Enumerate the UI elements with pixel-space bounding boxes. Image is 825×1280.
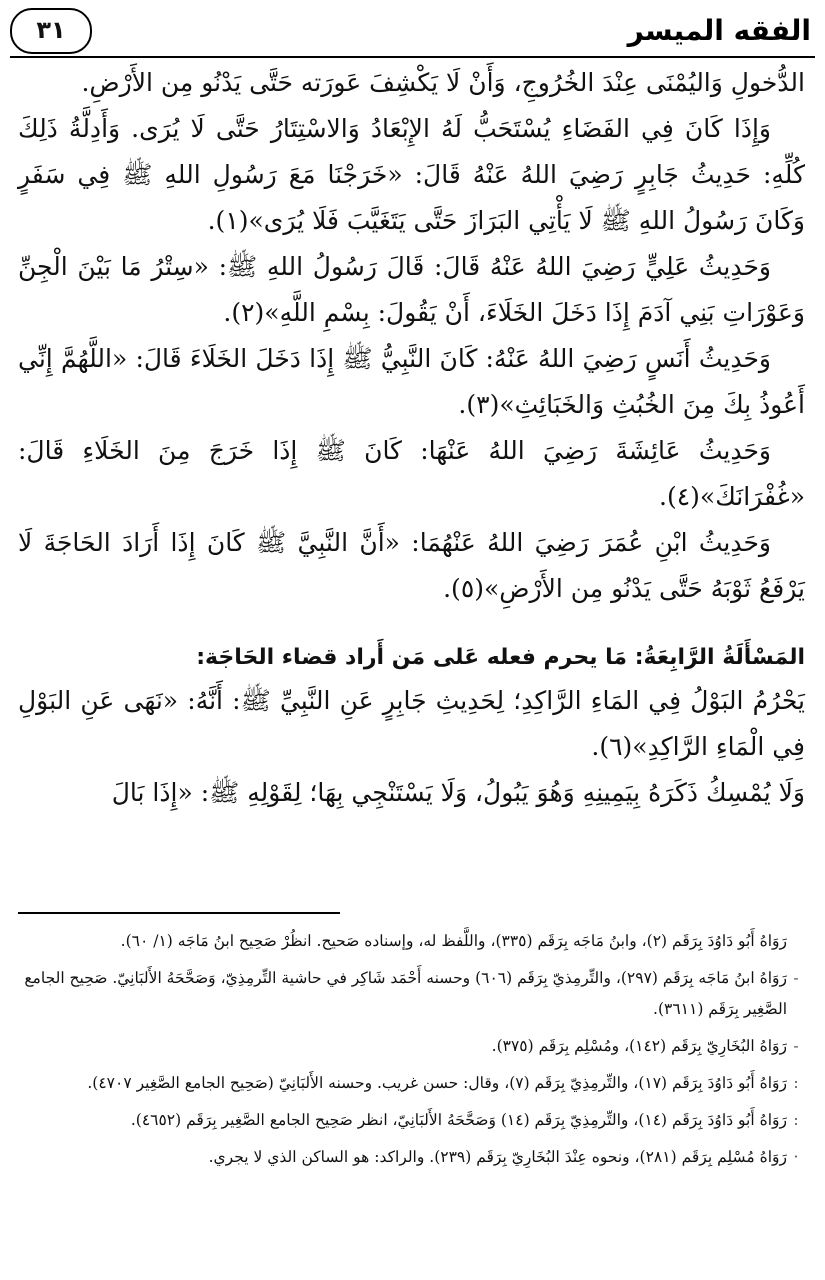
footnote-bullet: : bbox=[793, 1074, 799, 1092]
footnote-text: رَوَاهُ ابنُ مَاجَه بِرَقَم (٢٩٧)، والتِّرمِذيّ بِرَقَم (٦٠٦) وحسنه أَحْمَد شَاكِر في حاشية التِّرمِذِيّ، وَصَحَّحَهُ الأَلبَانِيّ. صَحِيح الجامع الصَّغِير بِرَقَم (٣٦١١). bbox=[24, 969, 787, 1018]
footnote bbox=[18, 1142, 805, 1173]
header-divider bbox=[10, 56, 815, 58]
paragraph: وَإِذَا كَانَ فِي الفَضَاءِ يُسْتَحَبُّ لَهُ الإِبْعَادُ وَالاسْتِتَارُ حَتَّى لَا يُرَى. وَأَدِلَّةُ ذَلِكَ كُلِّهِ: حَدِيثُ جَابِرٍ رَضِيَ اللهُ عَنْهُ قَالَ: «خَرَجْنَا مَعَ رَسُولِ اللهِ ﷺ فِي سَفَرٍ وَكَانَ رَسُولُ اللهِ ﷺ لَا يَأْتِي البَرَازَ حَتَّى يَتَغَيَّبَ فَلَا يُرَى»(١). bbox=[18, 114, 805, 235]
page-header bbox=[10, 8, 811, 54]
footnote-bullet: - bbox=[793, 1037, 799, 1055]
footnote bbox=[18, 1031, 805, 1062]
main-text bbox=[18, 60, 805, 816]
footnotes bbox=[18, 926, 805, 1179]
footnote-divider bbox=[18, 912, 340, 914]
paragraph: وَحَدِيثُ ابْنِ عُمَرَ رَضِيَ اللهُ عَنْهُمَا: «أَنَّ النَّبِيَّ ﷺ كَانَ إِذَا أَرَادَ الحَاجَةَ لَا يَرْفَعُ ثَوْبَهُ حَتَّى يَدْنُو مِن الأَرْضِ»(٥). bbox=[18, 528, 805, 603]
section-heading: المَسْأَلَةُ الرَّابِعَةُ: مَا يحرم فعله عَلى مَن أَراد قضاء الحَاجَة: bbox=[196, 645, 805, 670]
footnote-bullet: : bbox=[793, 1111, 799, 1129]
footnote bbox=[18, 963, 805, 1025]
footnote-text: رَوَاهُ أَبُو دَاوُدَ بِرَقَم (١٧)، والتِّرمِذِيّ بِرَقَم (٧)، وقال: حسن غريب. وحسنه الأَلبَانِيّ (صَحِيح الجامع الصَّغِير ٤٧٠٧). bbox=[87, 1074, 787, 1092]
paragraph: وَحَدِيثُ عَلِيٍّ رَضِيَ اللهُ عَنْهُ قَالَ: قَالَ رَسُولُ اللهِ ﷺ: «سِتْرُ مَا بَيْنَ الْجِنِّ وَعَوْرَاتِ بَنِي آدَمَ إِذَا دَخَلَ الخَلَاءَ، أَنْ يَقُولَ: بِسْمِ اللَّهِ»(٢). bbox=[18, 252, 805, 327]
footnote-text: رَوَاهُ أَبُو دَاوُدَ بِرَقَم (٢)، وابنُ مَاجَه بِرَقَم (٣٣٥)، واللَّفظ له، وإسناده صَحيح. انظُرْ صَحِيح ابنُ مَاجَه (١/ ٦٠). bbox=[120, 932, 787, 950]
footnote bbox=[18, 1068, 805, 1099]
paragraph: يَحْرُمُ البَوْلُ فِي المَاءِ الرَّاكِدِ؛ لِحَدِيثِ جَابِرٍ عَنِ النَّبِيِّ ﷺ: أَنَّهُ: «نَهَى عَنِ البَوْلِ فِي الْمَاءِ الرَّاكِدِ»(٦). bbox=[18, 686, 805, 761]
footnote-text: رَوَاهُ البُخَارِيّ بِرَقَم (١٤٢)، ومُسْلِم بِرَقَم (٣٧٥). bbox=[491, 1037, 787, 1055]
paragraph: الدُّخولِ وَاليُمْنَى عِنْدَ الخُرُوجِ، وَأَنْ لَا يَكْشِفَ عَورَته حَتَّى يَدْنُو مِن الأَرْضِ. bbox=[81, 68, 805, 97]
footnote-bullet: - bbox=[793, 969, 799, 987]
paragraph: وَحَدِيثُ عَائِشَةَ رَضِيَ اللهُ عَنْهَا: كَانَ ﷺ إِذَا خَرَجَ مِنَ الخَلَاءِ قَالَ: «غُفْرَانَكَ»(٤). bbox=[18, 436, 805, 511]
footnote-text: رَوَاهُ أَبُو دَاوُدَ بِرَقَم (١٤)، والتِّرمِذِيّ بِرَقَم (١٤) وَصَحَّحَهُ الأَلبَانِيّ، انظر صَحِيح الجامع الصَّغِير بِرَقَم (٤٦٥٢). bbox=[130, 1111, 787, 1129]
footnote-bullet: · bbox=[793, 1148, 799, 1166]
page-number-badge: ٣١ bbox=[10, 8, 92, 54]
paragraph: وَلَا يُمْسِكُ ذَكَرَهُ بِيَمِينِهِ وَهُوَ يَبُولُ، وَلَا يَسْتَنْجِي بِهَا؛ لِقَوْلِهِ ﷺ: «إِذَا بَالَ bbox=[111, 778, 805, 807]
footnote-bullet bbox=[787, 926, 805, 957]
book-title: الفقه الميسر bbox=[627, 14, 811, 47]
footnote bbox=[18, 926, 805, 957]
paragraph: وَحَدِيثُ أَنَسٍ رَضِيَ اللهُ عَنْهُ: كَانَ النَّبِيُّ ﷺ إِذَا دَخَلَ الخَلَاءَ قَالَ: «اللَّهُمَّ إِنِّي أَعُوذُ بِكَ مِنَ الخُبُثِ وَالخَبَائِثِ»(٣). bbox=[18, 344, 805, 419]
footnote bbox=[18, 1105, 805, 1136]
footnote-text: رَوَاهُ مُسْلِم بِرَقَم (٢٨١)، ونحوه عِنْدَ البُخَارِيّ بِرَقَم (٢٣٩). والراكد: هو الساكن الذي لا يجري. bbox=[208, 1148, 787, 1166]
